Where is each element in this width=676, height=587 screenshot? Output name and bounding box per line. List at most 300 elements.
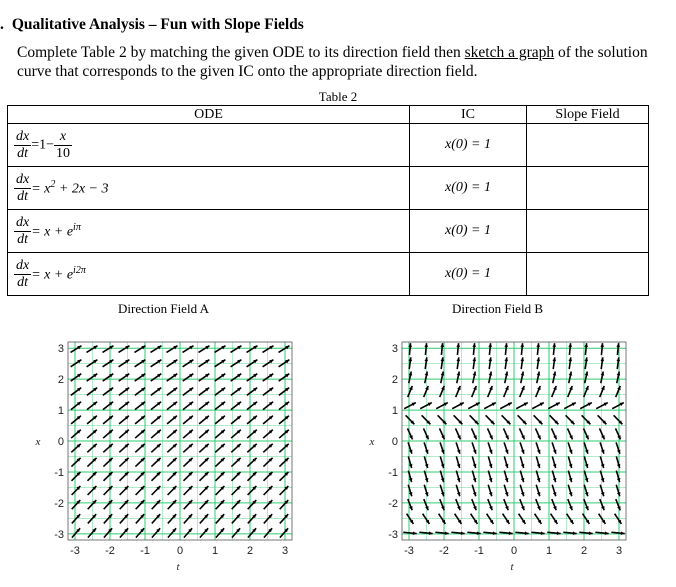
- slope-arrow: [168, 500, 177, 509]
- slope-arrow: [595, 531, 608, 535]
- slope-arrow: [151, 416, 161, 424]
- slope-arrow: [500, 403, 512, 409]
- slope-arrow: [487, 428, 492, 439]
- slope-arrow: [551, 428, 556, 439]
- slope-arrow: [279, 360, 290, 367]
- slope-arrow: [456, 357, 460, 369]
- y-tick-label: -1: [388, 466, 398, 479]
- slope-arrow: [585, 372, 589, 384]
- slope-arrow: [199, 416, 209, 424]
- section-heading: [0, 16, 304, 34]
- slope-arrow: [215, 430, 225, 438]
- slope-arrow: [263, 374, 274, 381]
- slope-arrow: [280, 528, 288, 537]
- x-tick-label: 0: [176, 545, 184, 557]
- slope-arrow: [536, 357, 540, 369]
- slope-arrow: [280, 472, 289, 481]
- slope-arrow: [520, 485, 524, 496]
- slope-arrow: [504, 386, 509, 397]
- slope-arrow: [215, 388, 225, 396]
- slope-arrow: [568, 485, 572, 496]
- slope-arrow: [599, 514, 606, 524]
- slope-arrow: [472, 485, 476, 496]
- matching-table: [7, 105, 649, 296]
- slope-arrow: [247, 388, 257, 396]
- slope-arrow: [135, 444, 144, 452]
- slope-arrow: [215, 444, 224, 452]
- slope-arrow: [104, 514, 112, 523]
- slope-arrow: [279, 444, 288, 452]
- slope-arrow: [279, 458, 288, 467]
- ic-cell: x(0) = 1: [410, 124, 527, 167]
- slope-arrow: [566, 415, 575, 424]
- slope-arrow: [596, 403, 608, 409]
- slope-arrow: [199, 458, 208, 467]
- slope-arrow: [215, 402, 225, 410]
- slope-arrow: [87, 458, 96, 467]
- slope-arrow: [87, 444, 96, 452]
- slope-arrow: [483, 531, 496, 535]
- slope-arrow: [216, 472, 225, 481]
- y-axis-label: x: [369, 436, 375, 448]
- slope-arrow: [552, 386, 557, 397]
- slope-arrow: [280, 514, 288, 523]
- header-ode: ODE: [8, 106, 410, 124]
- slope-arrow: [167, 374, 178, 381]
- slope-arrow: [580, 403, 592, 409]
- slope-arrow: [263, 360, 274, 367]
- slope-arrow: [616, 442, 620, 453]
- slope-arrow: [552, 485, 556, 496]
- slope-arrow: [563, 531, 576, 535]
- slope-arrow: [200, 514, 208, 523]
- slope-arrow: [216, 528, 224, 537]
- slope-arrow: [151, 346, 162, 353]
- slope-arrow: [279, 402, 289, 410]
- y-tick-label: -1: [54, 466, 64, 479]
- slope-arrow: [404, 403, 416, 409]
- slope-arrow: [168, 472, 177, 481]
- lhs-fraction: $\frac{dx}{dt}$: [16, 171, 30, 204]
- slope-arrow: [103, 360, 114, 367]
- slope-arrow: [472, 343, 476, 355]
- slope-arrow: [119, 346, 130, 353]
- slope-arrow: [420, 403, 432, 409]
- slope-arrow: [71, 416, 81, 424]
- slope-arrow: [215, 360, 226, 367]
- slope-arrow: [103, 402, 113, 410]
- slope-arrow: [472, 442, 476, 453]
- slope-arrow: [520, 386, 525, 397]
- slope-arrow: [104, 528, 112, 537]
- slope-arrow: [103, 430, 113, 438]
- ode-cell: [8, 210, 410, 253]
- slope-arrow: [168, 528, 176, 537]
- x-tick-label: -1: [474, 545, 484, 557]
- slope-arrow: [72, 500, 81, 509]
- slope-arrow: [216, 514, 224, 523]
- slope-arrow: [168, 514, 176, 523]
- slope-arrow: [515, 531, 528, 535]
- slope-arrow: [71, 360, 82, 367]
- slope-arrow: [71, 444, 80, 452]
- slope-arrow: [247, 458, 256, 467]
- slope-arrow: [503, 514, 510, 524]
- slope-arrow: [579, 531, 592, 535]
- slope-arrow: [600, 456, 604, 468]
- field-b-title: Direction Field B: [452, 301, 543, 316]
- slope-arrow: [536, 499, 541, 510]
- slope-arrow: [279, 430, 289, 438]
- slope-arrow: [503, 428, 508, 439]
- ic-cell: x(0) = 1: [410, 167, 527, 210]
- slope-arrow: [612, 403, 624, 409]
- slope-arrow: [504, 357, 508, 369]
- y-tick-label: 1: [57, 405, 64, 418]
- slope-arrow: [519, 428, 524, 439]
- slope-arrow: [488, 499, 493, 510]
- slope-arrow: [600, 485, 604, 496]
- slope-arrow: [422, 415, 431, 424]
- y-tick-label: -3: [54, 528, 64, 541]
- slope-arrow: [71, 402, 81, 410]
- slope-arrow: [247, 402, 257, 410]
- y-tick-label: -3: [388, 528, 398, 541]
- slope-arrow: [615, 428, 620, 439]
- y-tick-label: 3: [391, 343, 398, 356]
- slope-arrow: [88, 500, 97, 509]
- slope-arrow: [231, 346, 242, 353]
- x-tick-label: -2: [439, 545, 449, 557]
- slope-arrow: [215, 346, 226, 353]
- slope-arrow: [152, 528, 160, 537]
- x-tick-label: -3: [404, 545, 414, 557]
- slope-arrow: [584, 442, 588, 453]
- slope-arrow: [88, 528, 96, 537]
- table-row: [8, 253, 649, 296]
- slope-arrow: [488, 442, 492, 453]
- slope-arrow: [199, 360, 210, 367]
- slope-arrow: [473, 372, 477, 384]
- slope-arrow: [567, 428, 572, 439]
- slope-arrow: [151, 388, 161, 396]
- slope-arrow: [617, 372, 621, 384]
- slope-field-answer-cell[interactable]: [527, 253, 649, 296]
- lhs-fraction: $\frac{dx}{dt}$: [16, 128, 30, 161]
- slope-arrow: [615, 514, 622, 524]
- slope-arrow: [71, 430, 81, 438]
- slope-arrow: [264, 472, 273, 481]
- slope-arrow: [103, 346, 114, 353]
- slope-field-answer-cell[interactable]: [527, 210, 649, 253]
- slope-arrow: [264, 500, 273, 509]
- slope-arrow: [584, 456, 588, 468]
- slope-arrow: [552, 499, 557, 510]
- slope-arrow: [248, 528, 256, 537]
- slope-arrow: [248, 500, 257, 509]
- slope-arrow: [199, 388, 209, 396]
- slope-arrow: [72, 528, 80, 537]
- slope-arrow: [264, 528, 272, 537]
- slope-arrow: [488, 456, 492, 468]
- slope-arrow: [423, 428, 428, 439]
- y-tick-label: -2: [388, 497, 398, 510]
- x-axis-label: t: [176, 561, 180, 573]
- slope-arrow: [552, 343, 556, 355]
- slope-arrow: [71, 346, 82, 353]
- slope-arrow: [488, 485, 492, 496]
- slope-arrow: [136, 528, 144, 537]
- slope-arrow: [600, 442, 604, 453]
- header-ic: IC: [410, 106, 527, 124]
- slope-arrow: [536, 456, 540, 468]
- slope-field-answer-cell[interactable]: [527, 167, 649, 210]
- ode-cell: [8, 253, 410, 296]
- y-tick-label: 1: [391, 405, 398, 418]
- slope-arrow: [534, 415, 543, 424]
- slope-field-answer-cell[interactable]: [527, 124, 649, 167]
- table-caption: Table 2: [318, 89, 358, 104]
- slope-arrow: [598, 415, 607, 424]
- slope-arrow: [600, 357, 604, 369]
- slope-arrow: [183, 402, 193, 410]
- slope-arrow: [279, 416, 289, 424]
- slope-arrow: [199, 444, 208, 452]
- slope-arrow: [167, 388, 177, 396]
- ode-rhs: =1− $\frac{x}{10}$: [31, 128, 71, 161]
- slope-arrow: [167, 458, 176, 467]
- slope-arrow: [120, 514, 128, 523]
- slope-arrow: [135, 458, 144, 467]
- sketch-link[interactable]: sketch a graph: [464, 44, 555, 61]
- slope-arrow: [167, 360, 178, 367]
- slope-arrow: [568, 456, 572, 468]
- slope-arrow: [488, 357, 492, 369]
- slope-arrow: [614, 415, 623, 424]
- slope-arrow: [199, 430, 209, 438]
- slope-arrow: [599, 428, 604, 439]
- table-row: [8, 124, 649, 167]
- slope-arrow: [248, 472, 257, 481]
- y-tick-label: 0: [57, 436, 64, 448]
- slope-arrow: [567, 514, 574, 524]
- slope-arrow: [456, 485, 460, 496]
- slope-arrow: [151, 374, 162, 381]
- slope-arrow: [167, 444, 176, 452]
- x-axis-label: t: [510, 561, 514, 573]
- table-row: [8, 210, 649, 253]
- x-tick-label: -2: [105, 545, 115, 557]
- slope-arrow: [520, 442, 524, 453]
- slope-arrow: [611, 531, 624, 535]
- slope-arrow: [247, 360, 258, 367]
- slope-arrow: [136, 472, 145, 481]
- slope-arrow: [487, 514, 494, 524]
- slope-arrow: [120, 472, 129, 481]
- slope-arrow: [135, 430, 145, 438]
- slope-arrow: [232, 514, 240, 523]
- section-title: Qualitative Analysis – Fun with Slope Fields: [11, 16, 304, 33]
- slope-arrow: [616, 485, 620, 496]
- slope-arrow: [183, 430, 193, 438]
- slope-arrow: [440, 343, 444, 355]
- slope-arrow: [263, 346, 274, 353]
- slope-arrow: [535, 514, 542, 524]
- slope-arrow: [582, 415, 591, 424]
- slope-arrow: [564, 403, 576, 409]
- slope-arrow: [184, 500, 193, 509]
- slope-arrow: [552, 357, 556, 369]
- slope-arrow: [419, 531, 432, 535]
- slope-arrow: [484, 403, 496, 409]
- slope-arrow: [600, 343, 604, 355]
- slope-arrow: [456, 456, 460, 468]
- slope-arrow: [248, 514, 256, 523]
- slope-arrow: [456, 499, 461, 510]
- slope-arrow: [183, 360, 194, 367]
- slope-arrow: [184, 514, 192, 523]
- slope-arrow: [488, 386, 493, 397]
- slope-arrow: [184, 472, 193, 481]
- slope-arrow: [504, 499, 509, 510]
- slope-arrow: [600, 499, 605, 510]
- slope-arrow: [472, 386, 477, 397]
- slope-arrow: [424, 343, 428, 355]
- slope-arrow: [616, 456, 620, 468]
- slope-arrow: [183, 388, 193, 396]
- ic-cell: x(0) = 1: [410, 253, 527, 296]
- slope-arrow: [531, 531, 544, 535]
- slope-arrow: [120, 500, 129, 509]
- slope-arrow: [279, 346, 290, 353]
- slope-arrow: [520, 456, 524, 468]
- slope-arrow: [135, 388, 145, 396]
- slope-arrow: [435, 531, 448, 535]
- slope-arrow: [551, 514, 558, 524]
- slope-arrow: [537, 372, 541, 384]
- slope-arrow: [616, 386, 621, 397]
- ode-rhs: = $x + e^{i2\pi}$: [31, 264, 86, 283]
- direction-field-b[interactable]: [364, 328, 644, 584]
- slope-arrow: [408, 386, 413, 397]
- slope-arrow: [87, 430, 97, 438]
- slope-arrow: [552, 442, 556, 453]
- y-tick-label: 0: [391, 436, 398, 448]
- slope-arrow: [279, 388, 289, 396]
- slope-arrow: [167, 346, 178, 353]
- slope-arrow: [456, 442, 460, 453]
- slope-arrow: [135, 416, 145, 424]
- header-slope-field: Slope Field: [527, 106, 649, 124]
- slope-arrow: [518, 415, 527, 424]
- slope-arrow: [264, 514, 272, 523]
- slope-arrow: [553, 372, 557, 384]
- slope-arrow: [263, 444, 272, 452]
- field-a-title: Direction Field A: [118, 301, 209, 316]
- slope-arrow: [280, 500, 289, 509]
- slope-arrow: [135, 360, 146, 367]
- slope-arrow: [103, 444, 112, 452]
- slope-arrow: [72, 472, 81, 481]
- slope-arrow: [72, 514, 80, 523]
- x-tick-label: 1: [211, 545, 219, 557]
- slope-arrow: [550, 415, 559, 424]
- slope-arrow: [520, 499, 525, 510]
- y-tick-label: -2: [54, 497, 64, 510]
- slope-arrow: [552, 456, 556, 468]
- slope-arrow: [136, 514, 144, 523]
- slope-arrow: [535, 428, 540, 439]
- slope-arrow: [151, 430, 161, 438]
- slope-arrow: [436, 403, 448, 409]
- slope-arrow: [568, 386, 573, 397]
- slope-arrow: [456, 343, 460, 355]
- ic-cell: x(0) = 1: [410, 210, 527, 253]
- slope-arrow: [455, 514, 462, 524]
- slope-arrow: [406, 415, 415, 424]
- slope-arrow: [151, 360, 162, 367]
- slope-arrow: [584, 485, 588, 496]
- instructions: [17, 43, 667, 81]
- slope-arrow: [87, 416, 97, 424]
- y-tick-label: 2: [57, 374, 64, 387]
- ode-rhs: = $x + e^{i\pi}$: [31, 221, 81, 240]
- slope-arrow: [516, 403, 528, 409]
- slope-arrow: [568, 357, 572, 369]
- slope-arrow: [200, 472, 209, 481]
- slope-arrow: [232, 472, 241, 481]
- slope-arrow: [247, 346, 258, 353]
- slope-arrow: [472, 456, 476, 468]
- slope-arrow: [451, 531, 464, 535]
- slope-arrow: [424, 499, 429, 510]
- slope-arrow: [584, 499, 589, 510]
- slope-arrow: [486, 415, 495, 424]
- slope-arrow: [569, 372, 573, 384]
- ode-rhs: = $x^2 + 2x - 3$: [31, 178, 109, 197]
- slope-arrow: [263, 402, 273, 410]
- slope-arrow: [215, 374, 226, 381]
- slope-arrow: [183, 374, 194, 381]
- slope-arrow: [199, 374, 210, 381]
- slope-arrow: [104, 472, 113, 481]
- slope-arrow: [151, 444, 160, 452]
- x-tick-label: 1: [545, 545, 553, 557]
- slope-arrow: [120, 528, 128, 537]
- x-tick-label: 2: [580, 545, 588, 557]
- slope-arrow: [183, 416, 193, 424]
- slope-arrow: [504, 442, 508, 453]
- slope-arrow: [471, 428, 476, 439]
- slope-arrow: [167, 402, 177, 410]
- slope-arrow: [263, 416, 273, 424]
- slope-arrow: [407, 514, 414, 524]
- slope-arrow: [548, 403, 560, 409]
- section-number: .: [0, 16, 4, 33]
- instructions-part2: of the solution curve that corresponds to the given IC onto the appropriate direction field.: [17, 44, 648, 80]
- slope-arrow: [184, 528, 192, 537]
- slope-arrow: [423, 514, 430, 524]
- slope-arrow: [199, 346, 210, 353]
- slope-arrow: [87, 388, 97, 396]
- slope-arrow: [407, 428, 412, 439]
- direction-field-a[interactable]: [30, 328, 310, 584]
- slope-arrow: [183, 346, 194, 353]
- slope-arrow: [499, 531, 512, 535]
- slope-arrow: [104, 500, 113, 509]
- slope-arrow: [536, 343, 540, 355]
- x-tick-label: 2: [246, 545, 254, 557]
